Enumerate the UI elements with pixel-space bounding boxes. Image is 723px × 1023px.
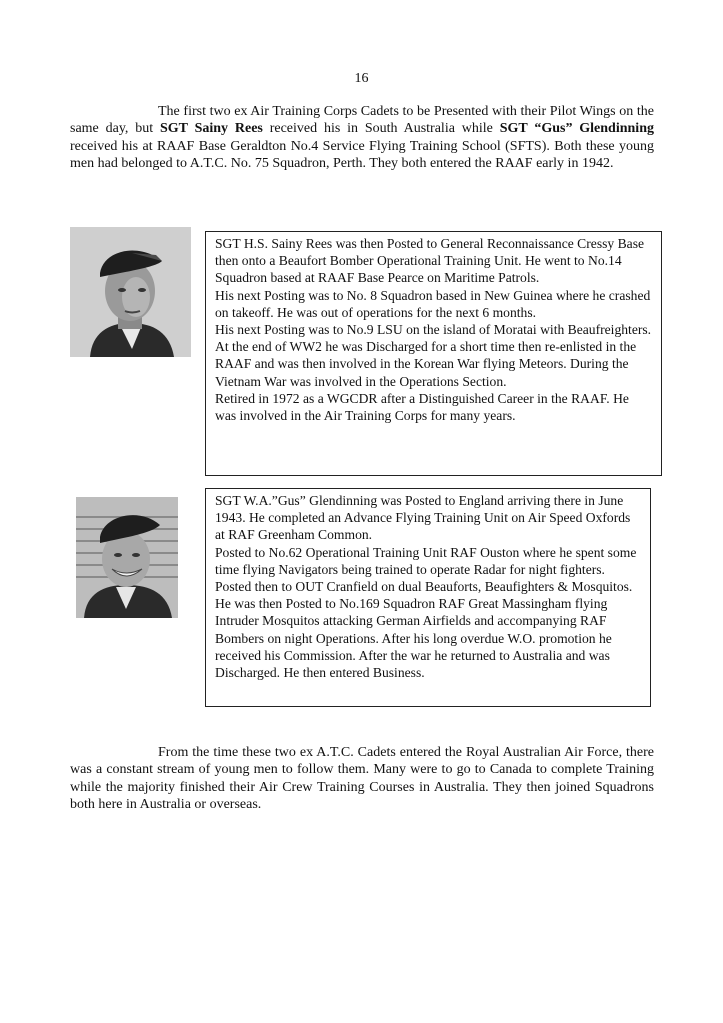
bio-rees-line: Retired in 1972 as a WGCDR after a Distinguished Career in the RAAF. He was involved in the Air Training Corps for many years. [215,390,629,424]
page-number: 16 [354,71,369,86]
name-rees: SGT Sainy Rees [159,121,263,137]
closing-text: From the time these two ex A.T.C. Cadets entered the Royal Australian Air Force, there was a constant stream of young men to follow them. Many were to go to Canada to complete Training while the majority finished their Air Crew Training Courses in Australia. They then joined Squadrons both here in Australia or overseas. [70,745,654,812]
intro-text-3: received his at RAAF Base Geraldton No.4 Service Flying Training School (SFTS). Both these young men had belonged to A.T.C. No. 75 Squadron, Perth. They both entered the RAAF early in 1942. [70,138,654,171]
name-glendinning: SGT “Gus” Glendinning [499,121,654,137]
portrait-photo-glendinning [76,497,178,618]
bio-glendinning-line: Posted to No.62 Operational Training Unit RAF Ouston where he spent some time flying Navigators being trained to operate Radar for night fighters. [215,544,637,577]
closing-paragraph [70,744,654,813]
bio-box-rees [205,231,662,476]
bio-rees-line: His next Posting was to No. 8 Squadron based in New Guinea where he crashed on takeoff. He was out of operations for the next 6 months. [215,287,651,320]
intro-text-1: The first two ex Air Training Corps Cadets to be Presented with their Pilot Wings on the same day, but [70,104,654,137]
portrait-photo-rees [70,227,191,357]
intro-paragraph [70,103,654,172]
bio-glendinning-line: Posted then to OUT Cranfield on dual Beauforts, Beaufighters & Mosquitos. He was then Posted to No.169 Squadron RAF Great Massingham flying Intruder Mosquitos attacking German Airfields and accompanying RAF Bombers on night Operations. After his long overdue W.O. promotion he received his Commission. After the war he returned to Australia and was Discharged. He then entered Business. [215,579,633,681]
intro-text-2: received his in South Australia while [262,121,500,137]
bio-glendinning-line: SGT W.A.”Gus” Glendinning was Posted to England arriving there in June 1943. He completed an Advance Flying Training Unit on Air Speed Oxfords at RAF Greenham Common. [215,493,631,543]
bio-rees-line: His next Posting was to No.9 LSU on the island of Moratai with Beaufreighters. At the end of WW2 he was Discharged for a short time then re-enlisted in the RAAF and was then involved in the Korean War flying Meteors. During the Vietnam War was involved in the Operations Section. [215,322,652,389]
bio-box-glendinning [205,488,651,707]
bio-rees-line: SGT H.S. Sainy Rees was then Posted to General Reconnaissance Cressy Base then onto a Beaufort Bomber Operational Training Unit. He went to No.14 Squadron based at RAAF Base Pearce on Maritime Patrols. [215,236,645,286]
